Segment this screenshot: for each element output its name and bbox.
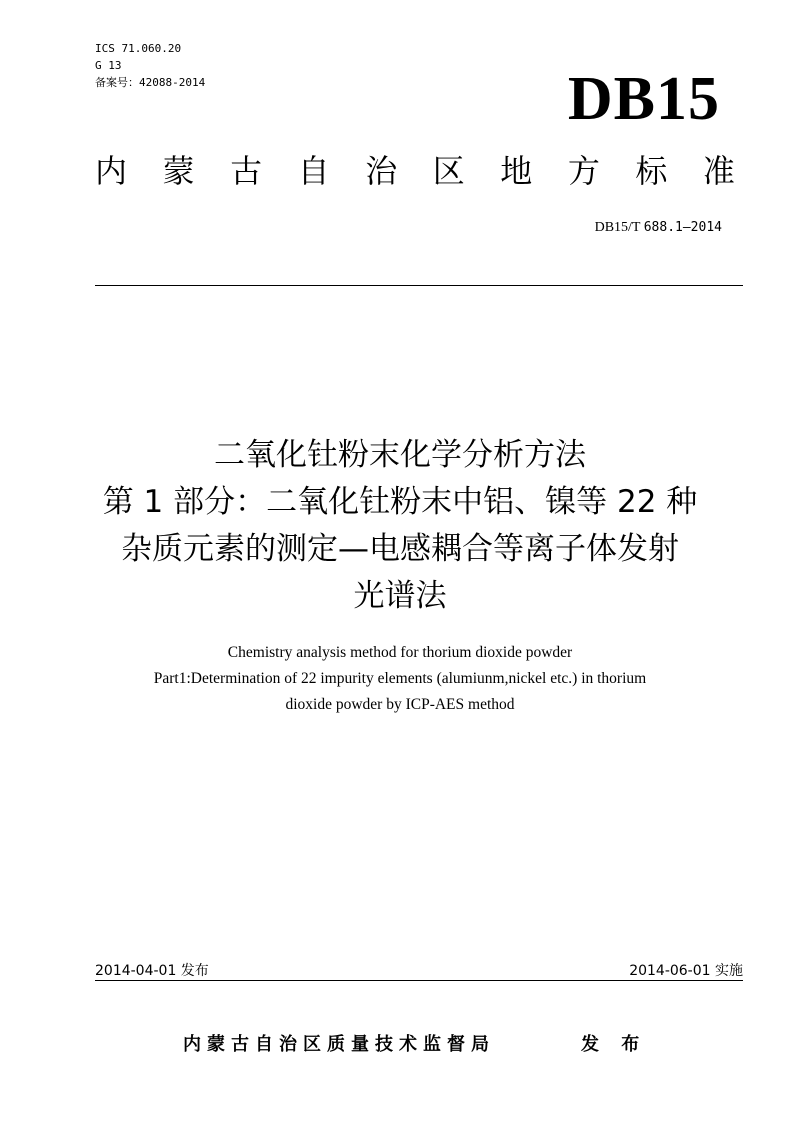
header-divider [95, 285, 743, 286]
standard-type-char: 方 [567, 152, 600, 190]
header-metadata [95, 40, 205, 91]
chinese-title-line: 杂质元素的测定—电感耦合等离子体发射 [121, 531, 679, 567]
record-number: 备案号：42088-2014 [95, 76, 206, 89]
standard-type-char: 地 [500, 152, 533, 190]
standard-type-title [95, 152, 735, 190]
issue-date: 2014-04-01 发布 [95, 963, 209, 979]
standard-type-char: 区 [432, 152, 465, 190]
standard-type-char: 古 [230, 152, 263, 190]
classification-code: G 13 [95, 59, 122, 72]
chinese-title-line: 第 1 部分：二氧化钍粉末中铝、镍等 22 种 [102, 484, 698, 520]
chinese-title-line: 二氧化钍粉末化学分析方法 [214, 437, 586, 473]
standard-type-char: 标 [635, 152, 668, 190]
ics-code: ICS 71.060.20 [95, 42, 182, 55]
standard-logo: DB15 [567, 65, 720, 133]
chinese-title-line: 光谱法 [353, 578, 447, 614]
standard-type-char: 准 [702, 152, 735, 190]
standard-number [595, 220, 722, 236]
english-title-line: Part1:Determination of 22 impurity elements (alumiunm,nickel etc.) in thorium [153, 670, 647, 687]
english-title-line: dioxide powder by ICP-AES method [285, 696, 515, 713]
standard-type-char: 治 [365, 152, 398, 190]
standard-type-char: 自 [297, 152, 330, 190]
english-title [60, 640, 740, 718]
standard-type-char: 内 [95, 152, 128, 190]
english-title-line: Chemistry analysis method for thorium dioxide powder [227, 644, 573, 661]
standard-type-char: 蒙 [162, 152, 195, 190]
chinese-title [40, 432, 760, 620]
standard-number-prefix: DB15/T [594, 220, 644, 235]
publisher-name: 内蒙古自治区质量技术监督局 [183, 1034, 495, 1055]
standard-number-value: 688.1—2014 [643, 220, 722, 235]
publish-label: 发 布 [581, 1034, 648, 1055]
implementation-date: 2014-06-01 实施 [629, 963, 743, 979]
date-divider [95, 980, 743, 981]
